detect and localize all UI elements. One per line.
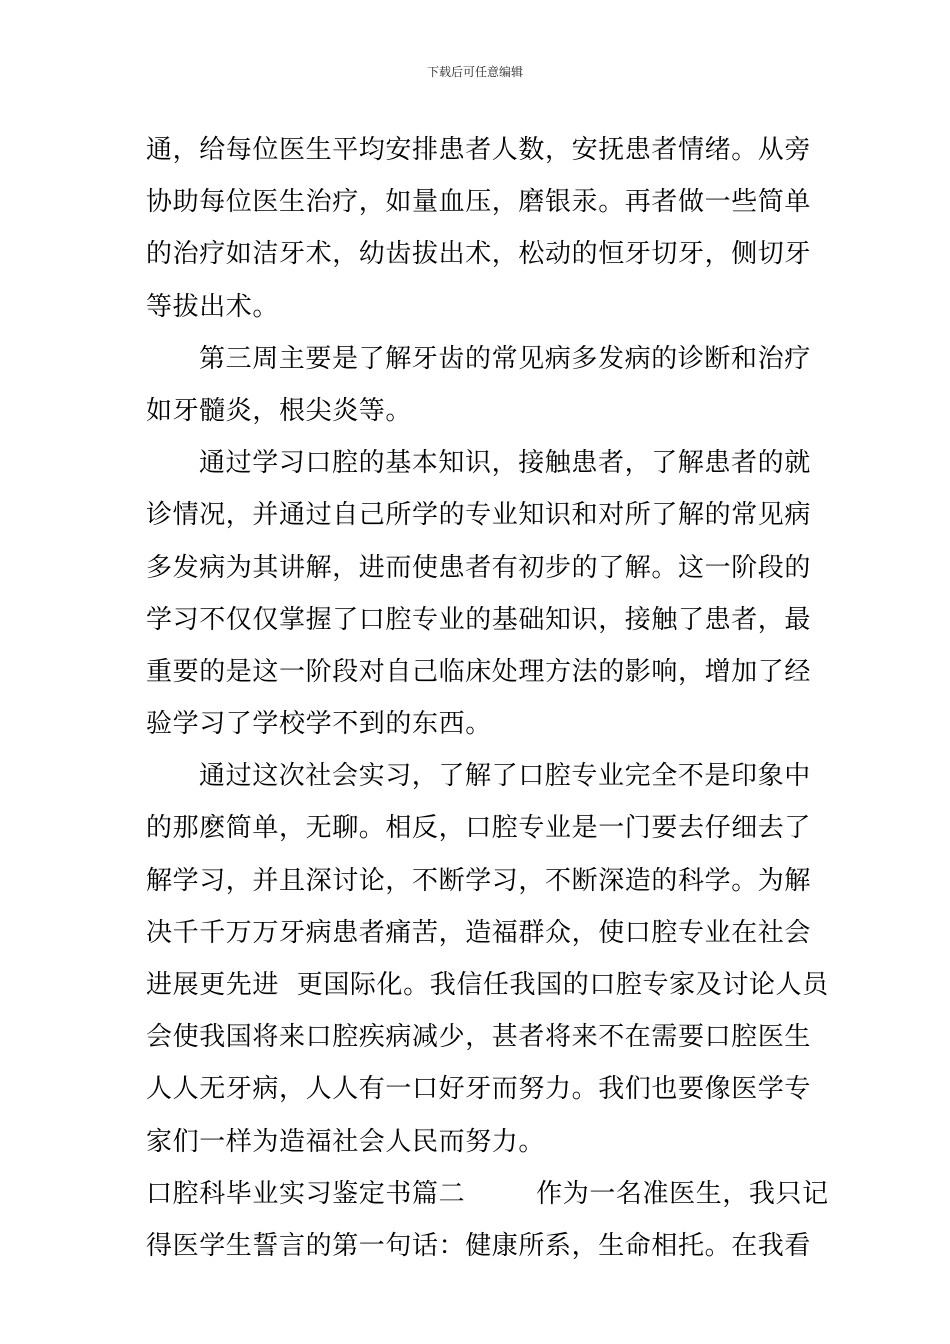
paragraph-first-line: 通过这次社会实习，了解了口腔专业完全不是印象中 — [199, 761, 811, 792]
text-line: 得医学生誓言的第一句话：健康所系，生命相托。在我看 — [146, 1230, 812, 1261]
text-line: 决千千万万牙病患者痛苦，造福群众，使口腔专业在社会 — [146, 917, 812, 948]
text-line: 诊情况，并通过自己所学的专业知识和对所了解的常见病 — [146, 500, 812, 531]
text-line: 人人无牙病，人人有一口好牙而努力。我们也要像医学专 — [146, 1074, 812, 1105]
text-line: 验学习了学校学不到的东西。 — [146, 709, 492, 740]
text-line: 进展更先进 更国际化。我信任我国的口腔专家及讨论人员 — [146, 970, 829, 1000]
text-line: 家们一样为造福社会人民而努力。 — [146, 1126, 546, 1157]
page-header: 下载后可任意编辑 — [426, 65, 523, 79]
text-line: 会使我国将来口腔疾病减少，甚者将来不在需要口腔医生 — [146, 1022, 812, 1053]
paragraph-first-line: 第三周主要是了解牙齿的常见病多发病的诊断和治疗 — [199, 343, 811, 374]
text-line: 通，给每位医生平均安排患者人数，安抚患者情绪。从旁 — [146, 135, 812, 165]
paragraph-first-line: 通过学习口腔的基本知识，接触患者，了解患者的就 — [199, 448, 811, 479]
text-line: 的治疗如洁牙术，幼齿拔出术，松动的恒牙切牙，侧切牙 — [146, 239, 812, 270]
text-line: 等拔出术。 — [146, 291, 280, 322]
text-line: 解学习，并且深讨论，不断学习，不断深造的科学。为解 — [146, 865, 812, 896]
text-line: 协助每位医生治疗，如量血压，磨银汞。再者做一些简单 — [146, 187, 812, 218]
text-line: 重要的是这一阶段对自己临床处理方法的影响，增加了经 — [146, 656, 812, 687]
section-heading-line: 口腔科毕业实习鉴定书篇二 作为一名准医生，我只记 — [146, 1178, 829, 1209]
document-body — [146, 124, 829, 1272]
text-line: 多发病为其讲解，进而使患者有初步的了解。这一阶段的 — [146, 552, 812, 583]
text-line: 如牙髓炎，根尖炎等。 — [146, 395, 413, 426]
text-line: 的那麽简单，无聊。相反，口腔专业是一门要去仔细去了 — [146, 813, 812, 844]
text-line: 学习不仅仅掌握了口腔专业的基础知识，接触了患者，最 — [146, 604, 812, 635]
